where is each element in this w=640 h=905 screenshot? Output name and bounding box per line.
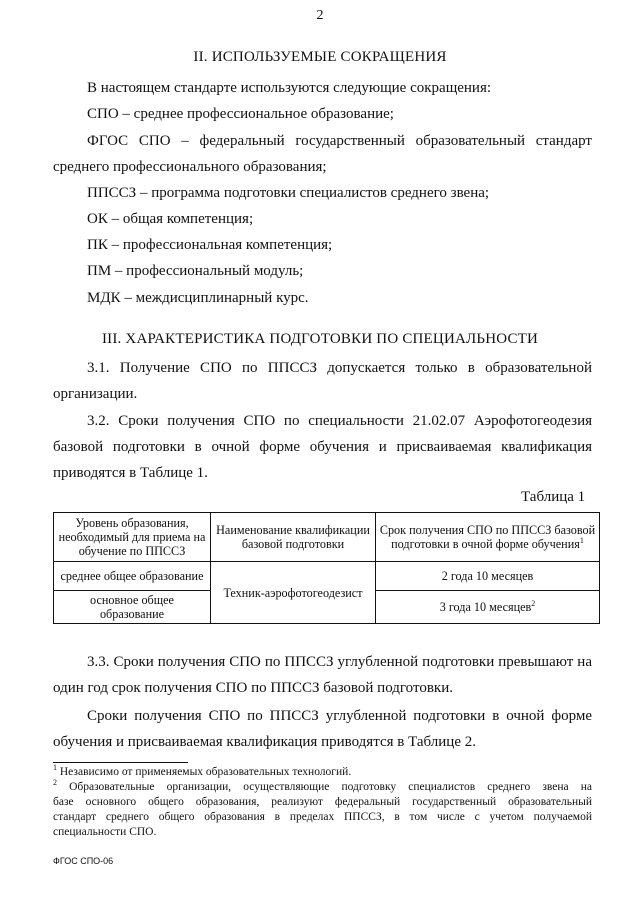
para-3-3-line1: 3.3. Сроки получения СПО по ППССЗ углубленной подготовки превышают на [87, 654, 592, 670]
abbr-fgos-line1: ФГОС СПО – федеральный государственный образовательный стандарт [87, 133, 592, 149]
table-row [54, 562, 600, 591]
section-3-heading: III. ХАРАКТЕРИСТИКА ПОДГОТОВКИ ПО СПЕЦИАЛЬНОСТИ [101, 331, 539, 347]
cell-secondary-general: среднее общее образование [54, 562, 211, 591]
footnote-1: $^1$ Независимо от применяемых образовательных технологий. [53, 763, 352, 778]
header-duration: Срок получения СПО по ППССЗ базовой подготовки в очной форме обучения$^1$ [376, 513, 600, 562]
abbr-ppssz: ППССЗ – программа подготовки специалистов среднего звена; [87, 185, 490, 201]
para-3-1-line2: организации. [53, 386, 138, 402]
footnote-divider [53, 762, 188, 763]
section-2-heading: II. ИСПОЛЬЗУЕМЫЕ СОКРАЩЕНИЯ [193, 49, 447, 65]
para-3-2-line1: 3.2. Сроки получения СПО по специальности 21.02.07 Аэрофотогеодезия [87, 413, 592, 429]
para-3-2-line2: базовой подготовки в очной форме обучения и присваиваемая квалификация [53, 439, 592, 455]
footnote-2-line4: специальности СПО. [53, 826, 157, 838]
abbr-pm: ПМ – профессиональный модуль; [87, 263, 304, 279]
table-caption: Таблица 1 [521, 489, 586, 505]
cell-duration-1: 2 года 10 месяцев [376, 562, 600, 591]
table-header-row [54, 513, 600, 562]
footer-standard-code: ФГОС СПО-06 [53, 856, 114, 866]
para-3-2-line3: приводятся в Таблице 1. [53, 465, 208, 481]
footnote-2-line3: стандарт среднего общего образования в пределах ППССЗ, в том числе с учетом получаемой [53, 811, 592, 823]
page-number: 2 [316, 8, 324, 23]
header-qualification: Наименование квалификации базовой подготовки [211, 513, 376, 562]
cell-duration-2: 3 года 10 месяцев$^2$ [376, 591, 600, 624]
cell-qualification: Техник-аэрофотогеодезист [211, 562, 376, 624]
para-3-4-line2: обучения и присваиваемая квалификация приводятся в Таблице 2. [53, 734, 476, 750]
para-3-3-line2: один год срок получения СПО по ППССЗ базовой подготовки. [53, 680, 453, 696]
abbr-ok: ОК – общая компетенция; [87, 211, 254, 227]
abbr-spo: СПО – среднее профессиональное образование; [87, 106, 394, 122]
abbr-intro: В настоящем стандарте используются следующие сокращения: [87, 80, 492, 96]
para-3-1-line1: 3.1. Получение СПО по ППССЗ допускается только в образовательной [87, 360, 592, 376]
cell-basic-general: основное общее образование [54, 591, 211, 624]
abbr-mdk: МДК – междисциплинарный курс. [87, 290, 309, 306]
footnote-2-line2: базе основного общего образования, реализуют федеральный государственный образовательный [53, 796, 592, 808]
qualification-table [53, 512, 600, 624]
para-3-4-line1: Сроки получения СПО по ППССЗ углубленной подготовки в очной форме [87, 708, 592, 724]
abbr-pk: ПК – профессиональная компетенция; [87, 237, 333, 253]
footnote-2-line1: $^2$ Образовательные организации, осуществляющие подготовку специалистов среднего звена на [53, 778, 592, 793]
header-education-level: Уровень образования, необходимый для приема на обучение по ППССЗ [54, 513, 211, 562]
abbr-fgos-line2: среднего профессионального образования; [53, 159, 327, 175]
